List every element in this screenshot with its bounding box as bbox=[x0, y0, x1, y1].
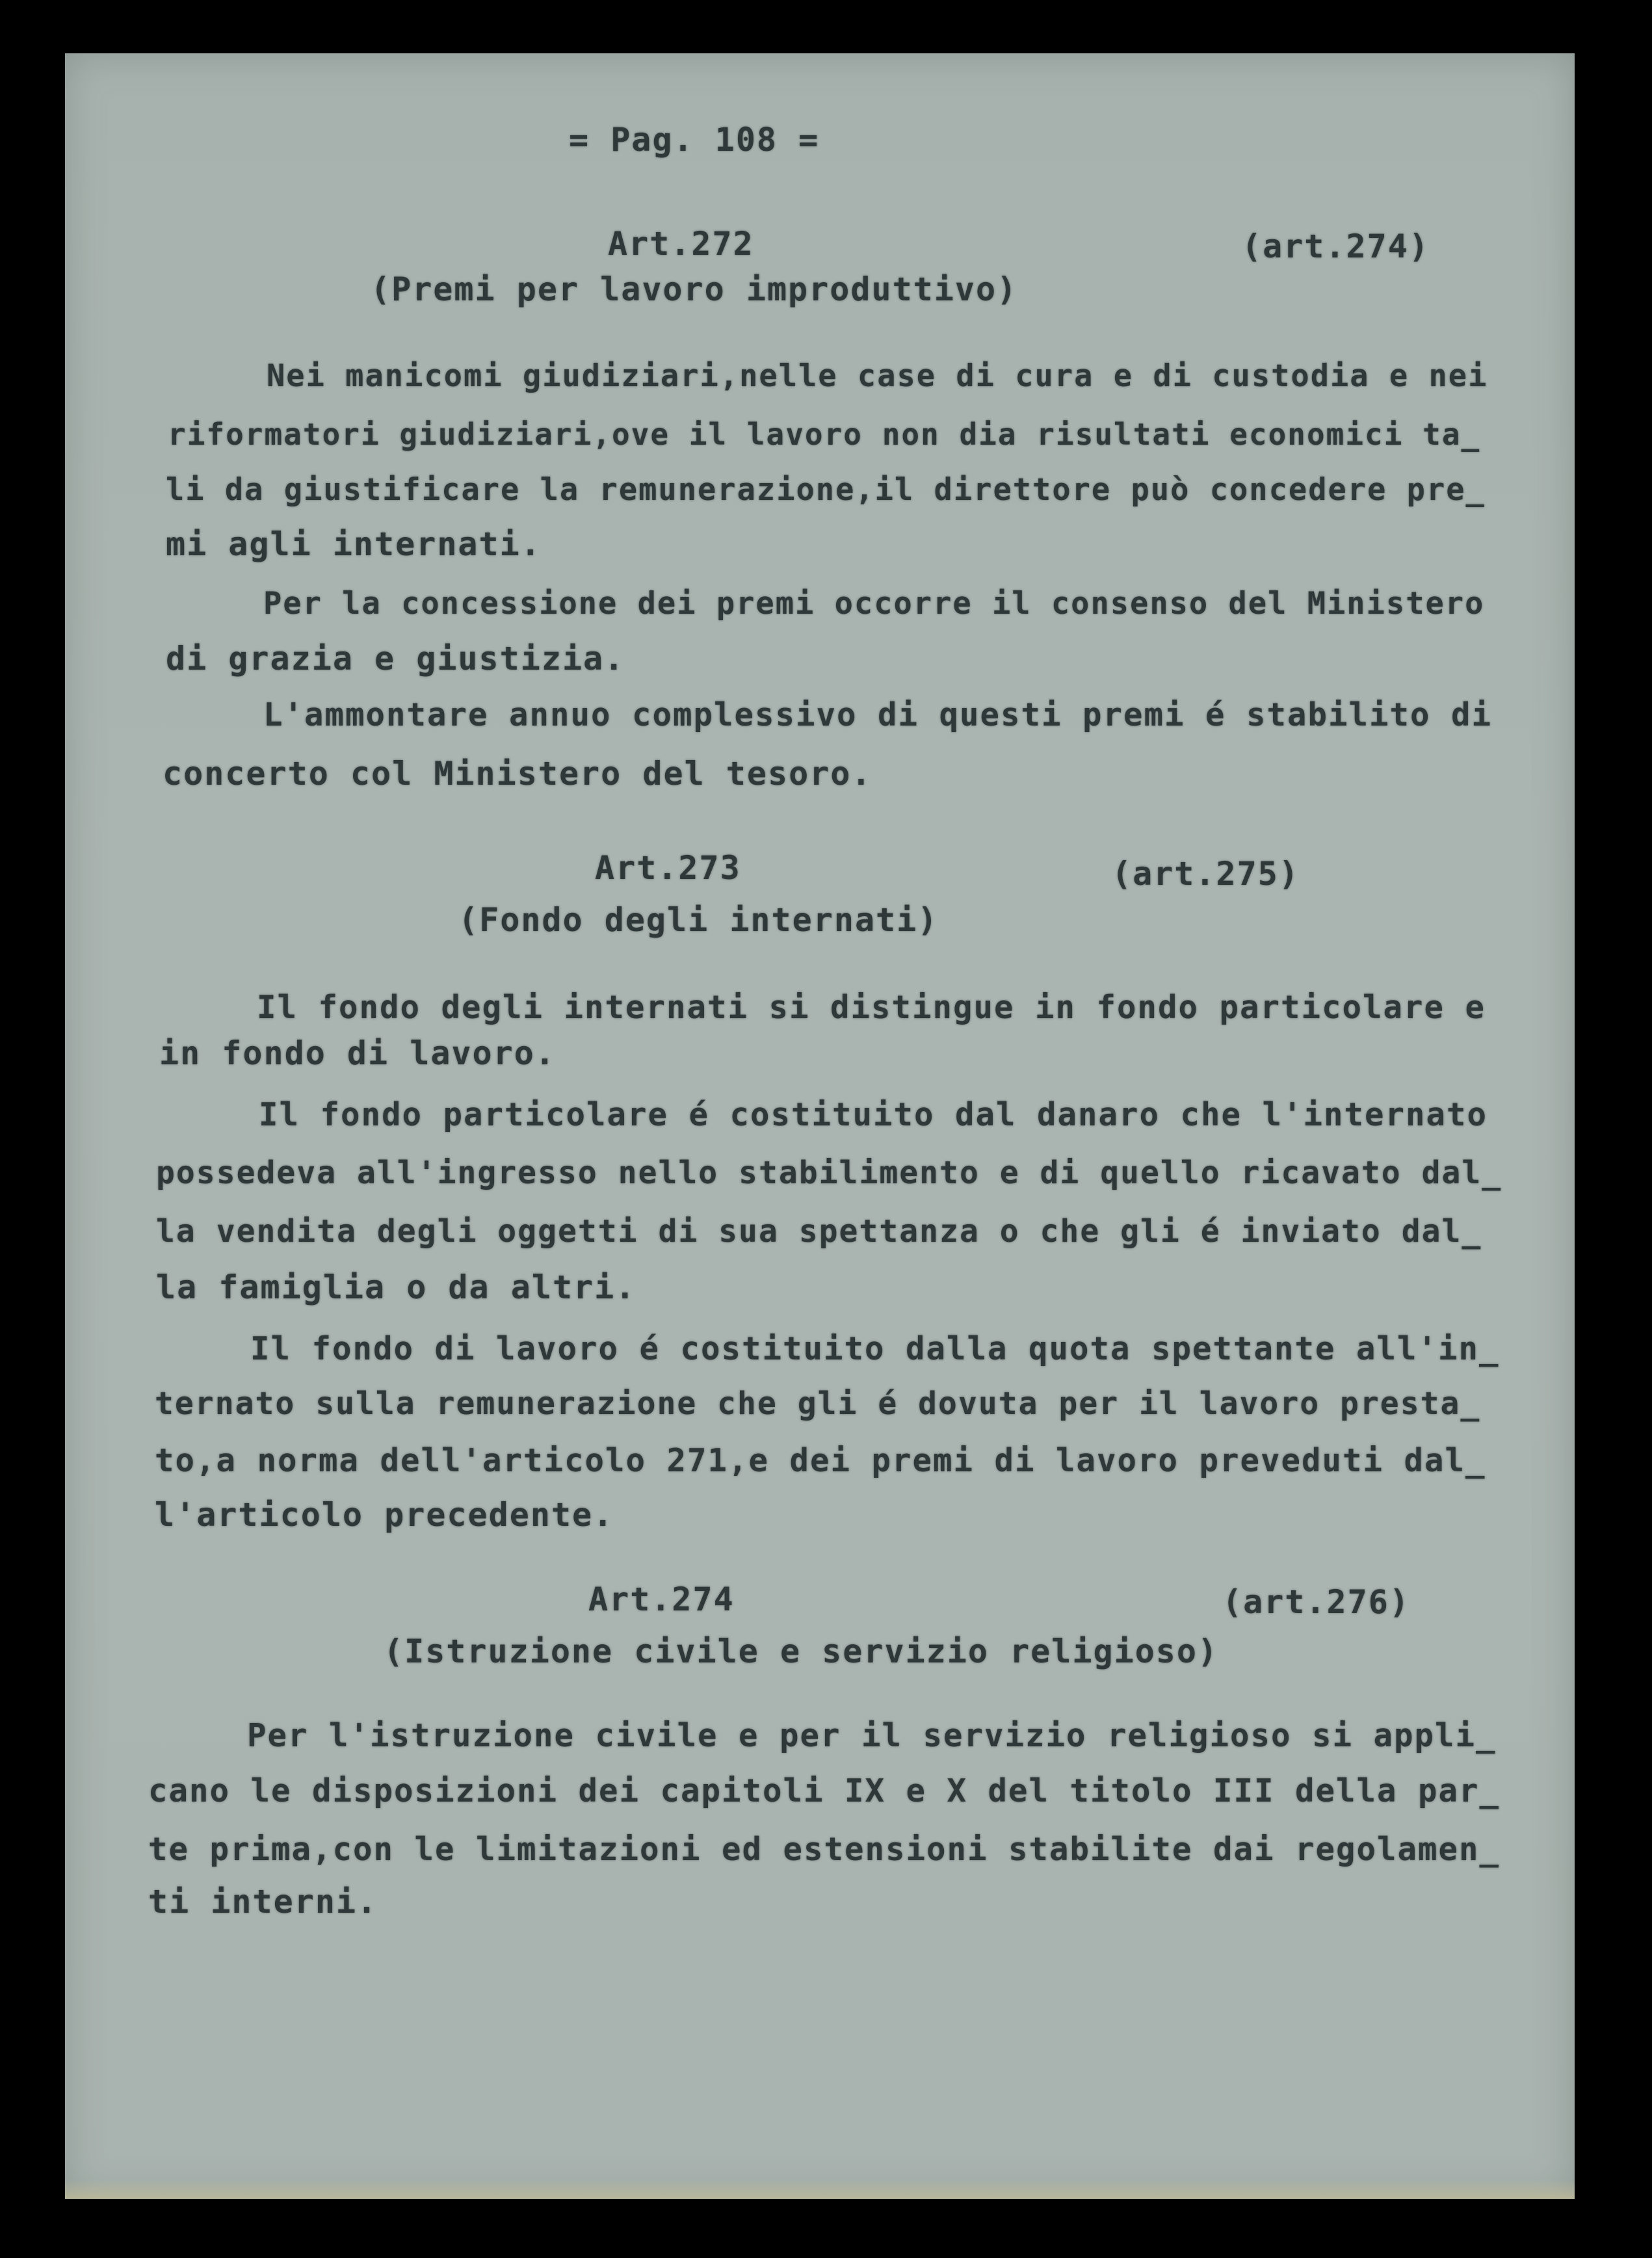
body-line: mi agli internati. bbox=[166, 525, 542, 563]
article-number: Art.272 bbox=[608, 225, 754, 263]
article-title: (Fondo degli internati) bbox=[458, 901, 939, 939]
body-line: Per l'istruzione civile e per il servizio religioso si appli_ bbox=[247, 1717, 1497, 1754]
body-line: la vendita degli oggetti di sua spettanza o che gli é inviato dal_ bbox=[156, 1213, 1482, 1250]
article-title: (Premi per lavoro improduttivo) bbox=[371, 270, 1018, 308]
body-line: l'articolo precedente. bbox=[155, 1496, 614, 1534]
body-line: in fondo di lavoro. bbox=[159, 1034, 556, 1072]
body-line: concerto col Ministero del tesoro. bbox=[163, 755, 872, 793]
article-cross-reference: (art.274) bbox=[1242, 228, 1430, 265]
body-line: di grazia e giustizia. bbox=[166, 640, 625, 677]
body-line: la famiglia o da altri. bbox=[156, 1268, 636, 1306]
body-line: possedeva all'ingresso nello stabilimento e di quello ricavato dal_ bbox=[156, 1155, 1502, 1191]
body-line: Per la concessione dei premi occorre il consenso del Ministero bbox=[263, 586, 1485, 622]
article-title: (Istruzione civile e servizio religioso) bbox=[384, 1633, 1219, 1670]
body-line: L'ammontare annuo complessivo di questi premi é stabilito di bbox=[263, 696, 1493, 733]
body-line: Il fondo particolare é costituito dal danaro che l'internato bbox=[259, 1096, 1488, 1133]
body-line: Nei manicomi giudiziari,nelle case di cura e di custodia e nei bbox=[267, 358, 1488, 394]
body-line: cano le disposizioni dei capitoli IX e X del titolo III della par_ bbox=[148, 1772, 1501, 1809]
article-number: Art.273 bbox=[595, 849, 741, 887]
body-line: Il fondo degli internati si distingue in fondo particolare e bbox=[257, 989, 1486, 1026]
body-line: li da giustificare la remunerazione,il direttore può concedere pre_ bbox=[166, 472, 1486, 508]
article-cross-reference: (art.276) bbox=[1222, 1583, 1410, 1621]
body-line: ti interni. bbox=[148, 1883, 378, 1921]
body-line: riformatori giudiziari,ove il lavoro non dia risultati economici ta_ bbox=[168, 417, 1481, 452]
article-number: Art.274 bbox=[588, 1581, 735, 1618]
page-number-header: = Pag. 108 = bbox=[569, 121, 820, 159]
body-line: te prima,con le limitazioni ed estensioni stabilite dai regolamen_ bbox=[148, 1831, 1501, 1868]
body-line: Il fondo di lavoro é costituito dalla quota spettante all'in_ bbox=[250, 1330, 1500, 1367]
article-cross-reference: (art.275) bbox=[1112, 855, 1300, 893]
body-line: to,a norma dell'articolo 271,e dei premi di lavoro preveduti dal_ bbox=[155, 1442, 1486, 1479]
body-line: ternato sulla remunerazione che gli é dovuta per il lavoro presta_ bbox=[155, 1385, 1481, 1422]
